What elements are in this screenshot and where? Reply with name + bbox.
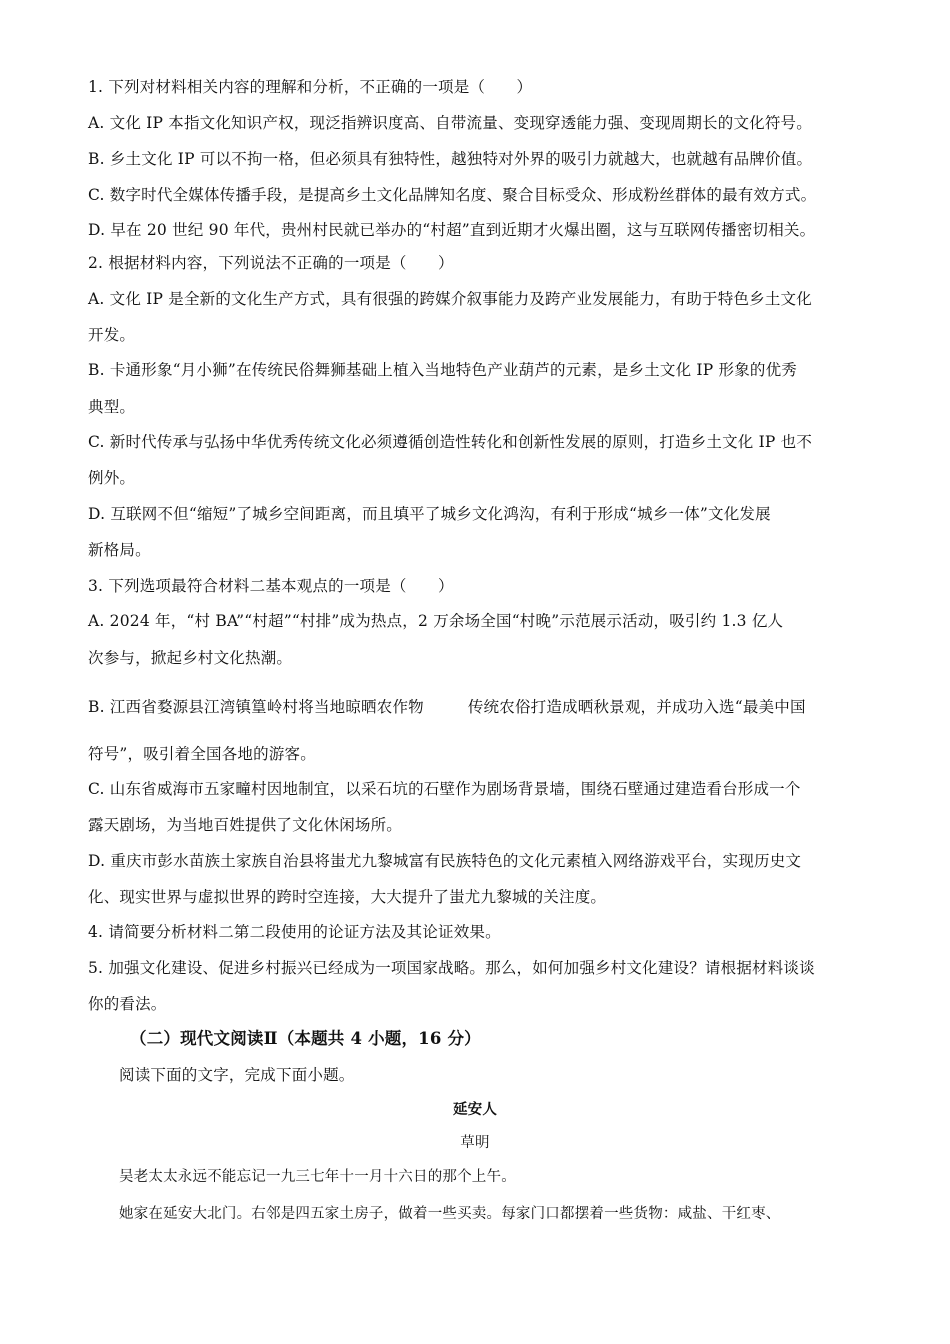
q3-option-d-line1: D. 重庆市彭水苗族土家族自治县将蚩尤九黎城富有民族特色的文化元素植入网络游戏平台，实现历史文 — [88, 852, 802, 870]
article-author: 草明 — [460, 1135, 490, 1151]
q5-stem-line2: 你的看法。 — [88, 995, 167, 1013]
q5-stem-line1: 5. 加强文化建设、促进乡村振兴已经成为一项国家战略。那么，如何加强乡村文化建设？请根据材料谈谈 — [88, 959, 815, 977]
q3-stem: 3. 下列选项最符合材料二基本观点的一项是（ ） — [88, 577, 454, 595]
q1-option-c: C. 数字时代全媒体传播手段，是提高乡土文化品牌知名度、聚合目标受众、形成粉丝群体的最有效方式。 — [88, 186, 817, 204]
article-title: 延安人 — [452, 1101, 498, 1118]
q3-option-a-line1: A. 2024 年，“村 BA”“村超”“村排”成为热点，2 万余场全国“村晚”示范展示活动，吸引约 1.3 亿人 — [88, 612, 784, 630]
q1-option-a: A. 文化 IP 本指文化知识产权，现泛指辨识度高、自带流量、变现穿透能力强、变现周期长的文化符号。 — [88, 114, 812, 132]
q2-option-d-line1: D. 互联网不但“缩短”了城乡空间距离，而且填平了城乡文化鸿沟，有利于形成“城乡一体”文化发展 — [88, 505, 771, 523]
q2-option-a-line1: A. 文化 IP 是全新的文化生产方式，具有很强的跨媒介叙事能力及跨产业发展能力，有助于特色乡土文化 — [88, 290, 812, 308]
section-heading: （二）现代文阅读Ⅱ（本题共 4 小题，16 分） — [130, 1029, 481, 1048]
q3-option-c-line2: 露天剧场，为当地百姓提供了文化休闲场所。 — [88, 816, 403, 834]
q2-option-d-line2: 新格局。 — [88, 541, 151, 559]
q2-stem: 2. 根据材料内容，下列说法不正确的一项是（ ） — [88, 254, 454, 272]
article-paragraph-1: 吴老太太永远不能忘记一九三七年十一月十六日的那个上午。 — [119, 1169, 516, 1185]
q3-option-b-left: B. 江西省婺源县江湾镇篁岭村将当地晾晒农作物 — [88, 698, 424, 716]
q3-option-a-line2: 次参与，掀起乡村文化热潮。 — [88, 649, 293, 667]
q1-stem: 1. 下列对材料相关内容的理解和分析，不正确的一项是（ ） — [88, 78, 533, 96]
q2-option-c-line2: 例外。 — [88, 469, 136, 487]
q2-option-a-line2: 开发。 — [88, 326, 136, 344]
section-instruction: 阅读下面的文字，完成下面小题。 — [119, 1066, 355, 1084]
q3-option-b-right: 传统农俗打造成晒秋景观，并成功入选“最美中国 — [467, 698, 806, 716]
q3-option-b-line2: 符号”，吸引着全国各地的游客。 — [88, 745, 316, 763]
q3-option-c-line1: C. 山东省威海市五家疃村因地制宜，以采石坑的石壁作为剧场背景墙，围绕石壁通过建造看台形成一个 — [88, 780, 801, 798]
q4-stem: 4. 请简要分析材料二第二段使用的论证方法及其论证效果。 — [88, 923, 501, 941]
q3-option-d-line2: 化、现实世界与虚拟世界的跨时空连接，大大提升了蚩尤九黎城的关注度。 — [88, 888, 607, 906]
article-paragraph-2: 她家在延安大北门。右邻是四五家土房子，做着一些买卖。每家门口都摆着一些货物：咸盐、干红枣、 — [119, 1206, 781, 1222]
q1-option-d: D. 早在 20 世纪 90 年代，贵州村民就已举办的“村超”直到近期才火爆出圈，这与互联网传播密切相关。 — [88, 221, 816, 239]
q3-option-b-line1 — [88, 697, 806, 717]
q2-option-c-line1: C. 新时代传承与弘扬中华优秀传统文化必须遵循创造性转化和创新性发展的原则，打造乡土文化 IP 也不 — [88, 433, 813, 451]
q1-option-b: B. 乡土文化 IP 可以不拘一格，但必须具有独特性，越独特对外界的吸引力就越大，也就越有品牌价值。 — [88, 150, 813, 168]
q2-option-b-line1: B. 卡通形象“月小狮”在传统民俗舞狮基础上植入当地特色产业葫芦的元素，是乡土文化 IP 形象的优秀 — [88, 361, 798, 379]
q2-option-b-line2: 典型。 — [88, 398, 136, 416]
